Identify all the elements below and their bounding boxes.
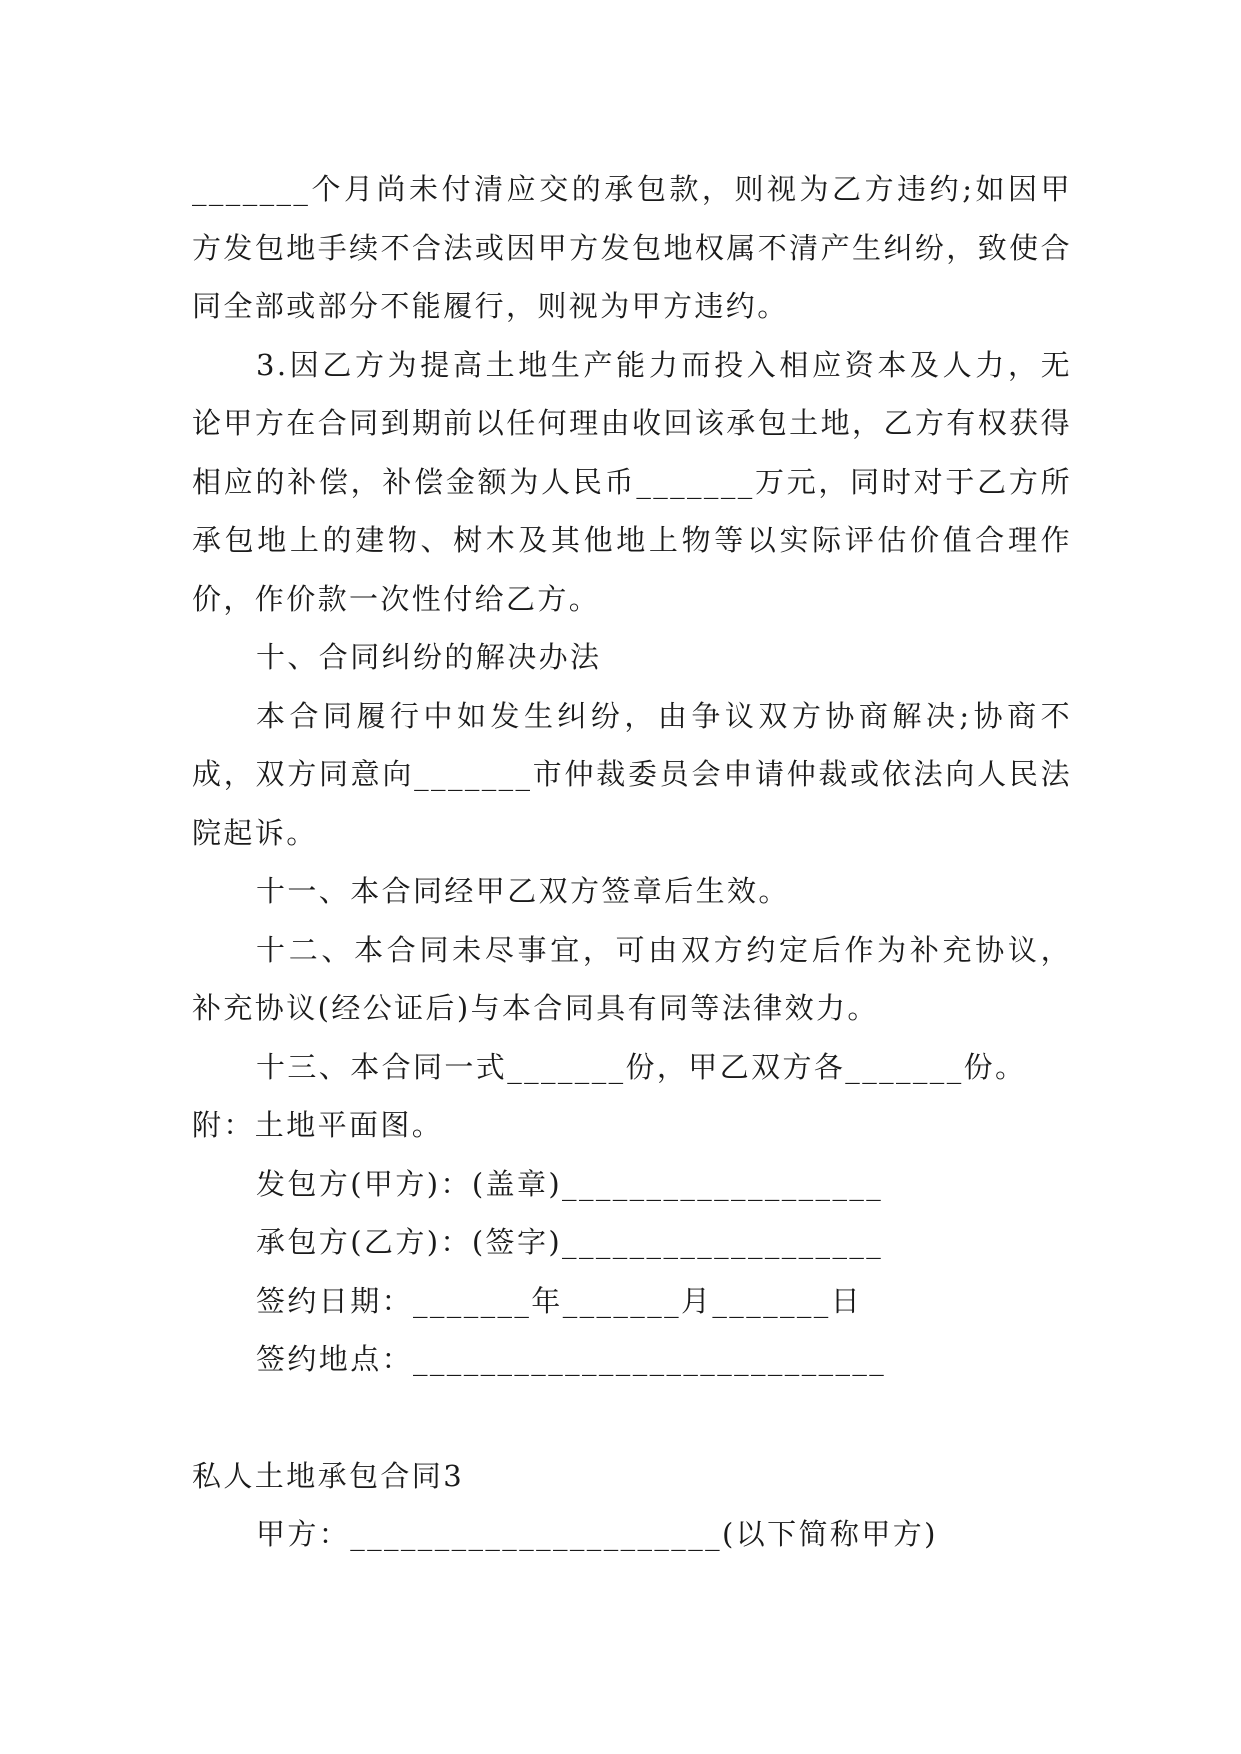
paragraph-clause-eleven: 十一、本合同经甲乙双方签章后生效。: [256, 874, 790, 908]
paragraph-clause-thirteen: 十三、本合同一式_______份，甲乙双方各_______份。: [256, 1049, 1027, 1084]
signing-place-line: 签约地点：____________________________: [256, 1342, 887, 1376]
paragraph-breach-terms: _______个月尚未付清应交的承包款，则视为乙方违约;如因甲方发包地手续不合法或因甲方发包地权属不清产生纠纷，致使合同全部或部分不能履行，则视为甲方违约。: [192, 172, 1072, 323]
signature-line-party-a: 发包方(甲方)：(盖章)___________________: [256, 1166, 884, 1201]
paragraph-compensation: 3.因乙方为提高土地生产能力而投入相应资本及人力，无论甲方在合同到期前以任何理由收回该承包土地，乙方有权获得相应的补偿，补偿金额为人民币_______万元，同时对于乙方所承包地上的建物、树木及其他地上物等以实际评估价值合理作价，作价款一次性付给乙方。: [192, 347, 1072, 616]
signature-line-party-b: 承包方(乙方)：(签字)___________________: [256, 1225, 884, 1259]
document-body: [192, 160, 1072, 1564]
signing-date-line: 签约日期：_______年_______月_______日: [256, 1283, 863, 1318]
party-a-line: 甲方：______________________(以下简称甲方): [256, 1517, 938, 1551]
section-spacer: [192, 1389, 1072, 1447]
section-heading-dispute-resolution: 十、合同纠纷的解决办法: [256, 640, 602, 674]
contract-title: 私人土地承包合同3: [192, 1458, 465, 1493]
paragraph-clause-twelve: 十二、本合同未尽事宜，可由双方约定后作为补充协议，补充协议(经公证后)与本合同具有同等法律效力。: [192, 932, 1072, 1025]
paragraph-dispute-resolution: 本合同履行中如发生纠纷，由争议双方协商解决;协商不成，双方同意向_______市仲裁委员会申请仲裁或依法向人民法院起诉。: [192, 698, 1072, 850]
paragraph-attachment: 附：土地平面图。: [192, 1108, 444, 1142]
